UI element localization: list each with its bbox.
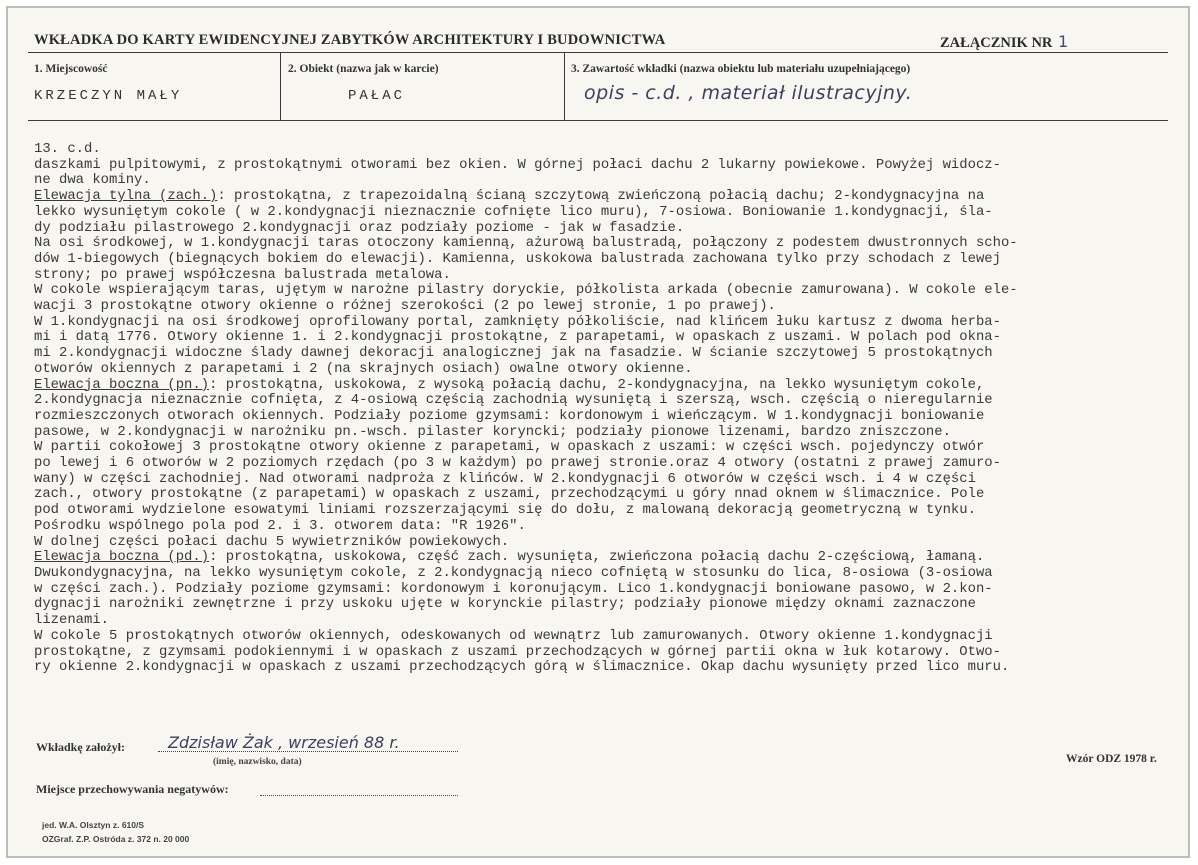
text-line <box>34 409 1190 425</box>
text-line <box>34 629 1190 645</box>
field-divider-1 <box>280 52 281 120</box>
form-title: WKŁADKA DO KARTY EWIDENCYJNEJ ZABYTKÓW ARCHITEKTURY I BUDOWNICTWA <box>34 32 666 48</box>
text-line <box>34 330 1190 346</box>
field-2-value: PAŁAC <box>348 88 406 104</box>
compiled-by-label: Wkładkę założył: <box>36 740 125 754</box>
record-card <box>6 6 1190 858</box>
line-text: lizenami. <box>34 612 110 629</box>
line-text: W 1.kondygnacji na osi środkowej oprofilowany portal, zamknięty półkoliście, nad klińcem łuku kartusz z dwoma herba- <box>34 313 1001 330</box>
text-line <box>34 268 1190 284</box>
line-text: 2.kondygnacja nieznacznie cofnięta, z 4-osiową częścią zachodnią wysuniętą i szerszą, wsch. częścią o nieregularnie <box>34 392 993 409</box>
line-text: W cokole wspierającym taras, ujętym w narożne pilastry doryckie, półkolista arkada (obecnie zamurowana). W cokole ele- <box>34 282 1018 299</box>
line-text: dygnacji narożniki zewnętrzne i przy uskoku ujęte w korynckie pilastry; podziały pionowe między oknami zaznaczone <box>34 596 976 613</box>
negatives-label: Miejsce przechowywania negatywów: <box>36 782 229 796</box>
text-line <box>34 362 1190 378</box>
line-text: Dwukondygnacyjna, na lekko wysuniętym cokole, z 2.kondygnacją nieco cofniętą w stosunku do lica, 8-osiowa (3-osiowa <box>34 564 993 581</box>
text-line <box>34 221 1190 237</box>
text-line <box>34 142 1190 158</box>
line-text: ry okienne 2.kondygnacji w opaskach z uszami przechodzących górą w ślimacznice. Okap dachu wysunięty przed lico muru. <box>34 659 1010 676</box>
text-line <box>34 299 1190 315</box>
text-line <box>34 645 1190 661</box>
text-line <box>34 472 1190 488</box>
line-text: mi 2.kondygnacji widoczne ślady dawnej dekoracji analogicznej jak na fasadzie. W ścianie szczytowej 5 prostokątnych <box>34 345 993 362</box>
form-model-label: Wzór ODZ 1978 r. <box>1066 753 1157 765</box>
field-1-label: 1. Miejscowość <box>34 63 108 75</box>
line-text: lekko wysuniętym cokole ( w 2.kondygnacji nieznacznie cofnięte lico muru), 7-osiowa. Boniowanie 1.kondygnacji, śla- <box>34 203 993 220</box>
line-text: W partii cokołowej 3 prostokątne otwory okienne z parapetami, w opaskach z uszami: w części wsch. pojedynczy otwór <box>34 439 985 456</box>
line-text: 13. c.d. <box>34 141 101 157</box>
line-text: wacji 3 prostokątne otwory okienne o różnej szerokości (2 po lewej stronie, 1 po prawej). <box>34 298 776 315</box>
line-text: dy podziału pilastrowego 2.kondygnacji oraz podziały poziome - jak w fasadzie. <box>34 219 685 236</box>
section-heading: Elewacja boczna (pn.) <box>34 376 210 393</box>
line-text: pasowe, w 2.kondygnacji w narożniku pn.-wsch. pilaster koryncki; podziały pionowe lizenami, bardzo zniszczone. <box>34 423 951 440</box>
description-text <box>34 142 1190 676</box>
text-line <box>34 205 1190 221</box>
text-line <box>34 566 1190 582</box>
text-line <box>34 158 1190 174</box>
text-line <box>34 283 1190 299</box>
line-text: ne dwa kominy. <box>34 172 151 189</box>
line-text: mi i datą 1776. Otwory okienne 1. i 2.kondygnacji prostokątne, z parapetami, w opaskach z uszami. W polach pod okna- <box>34 329 1001 346</box>
field-divider-2 <box>564 52 565 120</box>
text-line <box>34 597 1190 613</box>
text-line <box>34 393 1190 409</box>
text-line <box>34 440 1190 456</box>
compiled-by-signature: Zdzisław Żak , wrzesień 88 r. <box>168 733 400 752</box>
field-3-value: opis - c.d. , materiał ilustracyjny. <box>584 82 913 104</box>
line-text: otworów okiennych z parapetami i 2 (na skrajnych osiach) owalne otwory okienne. <box>34 360 693 377</box>
line-text: wany) w części zachodniej. Nad otworami nadproża z klińców. W 2.kondygnacji 6 otworów w części wsch. i 4 w części <box>34 470 976 487</box>
printer-note-2: OZGraf. Z.P. Ostróda z. 372 n. 20 000 <box>42 834 190 844</box>
field-3-label: 3. Zawartość wkładki (nazwa obiektu lub materiału uzupełniającego) <box>571 63 911 75</box>
compiled-by-line <box>158 751 458 752</box>
text-line <box>34 378 1190 394</box>
text-line <box>34 550 1190 566</box>
header-bottom-rule <box>28 120 1168 121</box>
text-line <box>34 503 1190 519</box>
text-line <box>34 315 1190 331</box>
line-text: daszkami pulpitowymi, z prostokątnymi otworami bez okien. W górnej połaci dachu 2 lukarny powiekowe. Powyżej widocz- <box>34 156 1001 173</box>
text-line <box>34 189 1190 205</box>
line-text: dów 1-biegowych (biegnących bokiem do elewacji). Kamienna, uskokowa balustrada zachowana tylko przy schodach z lewej <box>34 250 1001 267</box>
annex-label-text: ZAŁĄCZNIK NR <box>940 35 1053 51</box>
text-line <box>34 487 1190 503</box>
line-text: zach., otwory prostokątne (z parapetami) w opaskach z uszami, przechodzącymi u góry nnad oknem w ślimacznice. Pole <box>34 486 985 503</box>
field-2-label: 2. Obiekt (nazwa jak w karcie) <box>288 63 439 75</box>
text-line <box>34 425 1190 441</box>
line-text: rozmieszczonych otworach okiennych. Podziały poziome gzymsami: kordonowym i wieńczącym. W 1.kondygnacji boniowanie <box>34 407 985 424</box>
text-line <box>34 346 1190 362</box>
line-text: strony; po prawej współczesna balustrada metalowa. <box>34 266 451 283</box>
section-heading: Elewacja tylna (zach.) <box>34 188 218 205</box>
negatives-line <box>260 795 458 796</box>
text-line <box>34 252 1190 268</box>
field-1-value: KRZECZYN MAŁY <box>34 88 183 104</box>
text-line <box>34 519 1190 535</box>
section-heading: Elewacja boczna (pd.) <box>34 549 210 566</box>
line-text: Na osi środkowej, w 1.kondygnacji taras otoczony kamienną, ażurową balustradą, połączony z podestem dwustronnych scho- <box>34 235 1018 252</box>
text-line <box>34 582 1190 598</box>
line-text: pod otworami wydzielone esowatymi liniami rozszerzającymi się do dołu, z malowaną dekoracją geometryczną w tynku. <box>34 502 976 519</box>
text-line <box>34 535 1190 551</box>
line-text: : prostokątna, uskokowa, z wysoką połacią dachu, 2-kondygnacyjna, na lekko wysuniętym cokole, <box>209 376 985 393</box>
line-text: po lewej i 6 otworów w 2 poziomych rzędach (po 3 w każdym) po prawej stronie.oraz 4 otwory (ostatni z prawej zamuro- <box>34 455 1001 472</box>
text-line <box>34 456 1190 472</box>
header-top-rule <box>28 52 1168 53</box>
line-text: prostokątne, z gzymsami podokiennymi i w opaskach z uszami przechodzących w górnej partii okna w łuk kotarowy. Otwo- <box>34 643 1001 660</box>
line-text: Pośrodku wspólnego pola pod 2. i 3. otworem data: "R 1926". <box>34 517 526 534</box>
compiled-by-hint: (imię, nazwisko, data) <box>213 757 302 767</box>
line-text: w części zach.). Podziały poziome gzymsami: kordonowym i koronującym. Lico 1.kondygnacji boniowane pasowo, w 2.kon- <box>34 580 993 597</box>
line-text: W cokole 5 prostokątnych otworów okiennych, odeskowanych od wewnątrz lub zamurowanych. Otwory okienne 1.kondygnacji <box>34 627 993 644</box>
text-line <box>34 613 1190 629</box>
annex-label <box>940 32 1068 52</box>
text-line <box>34 660 1190 676</box>
line-text: : prostokątna, uskokowa, część zach. wysunięta, zwieńczona połacią dachu 2-częściową, łamaną. <box>209 549 985 566</box>
printer-note-1: jed. W.A. Olsztyn z. 610/S <box>42 820 145 830</box>
text-line <box>34 236 1190 252</box>
text-line <box>34 173 1190 189</box>
line-text: W dolnej części połaci dachu 5 wywietrzników powiekowych. <box>34 533 510 550</box>
annex-number: 1 <box>1058 32 1069 51</box>
line-text: : prostokątna, z trapezoidalną ścianą szczytową zwieńczoną połacią dachu; 2-kondygnacyjna na <box>217 188 985 205</box>
